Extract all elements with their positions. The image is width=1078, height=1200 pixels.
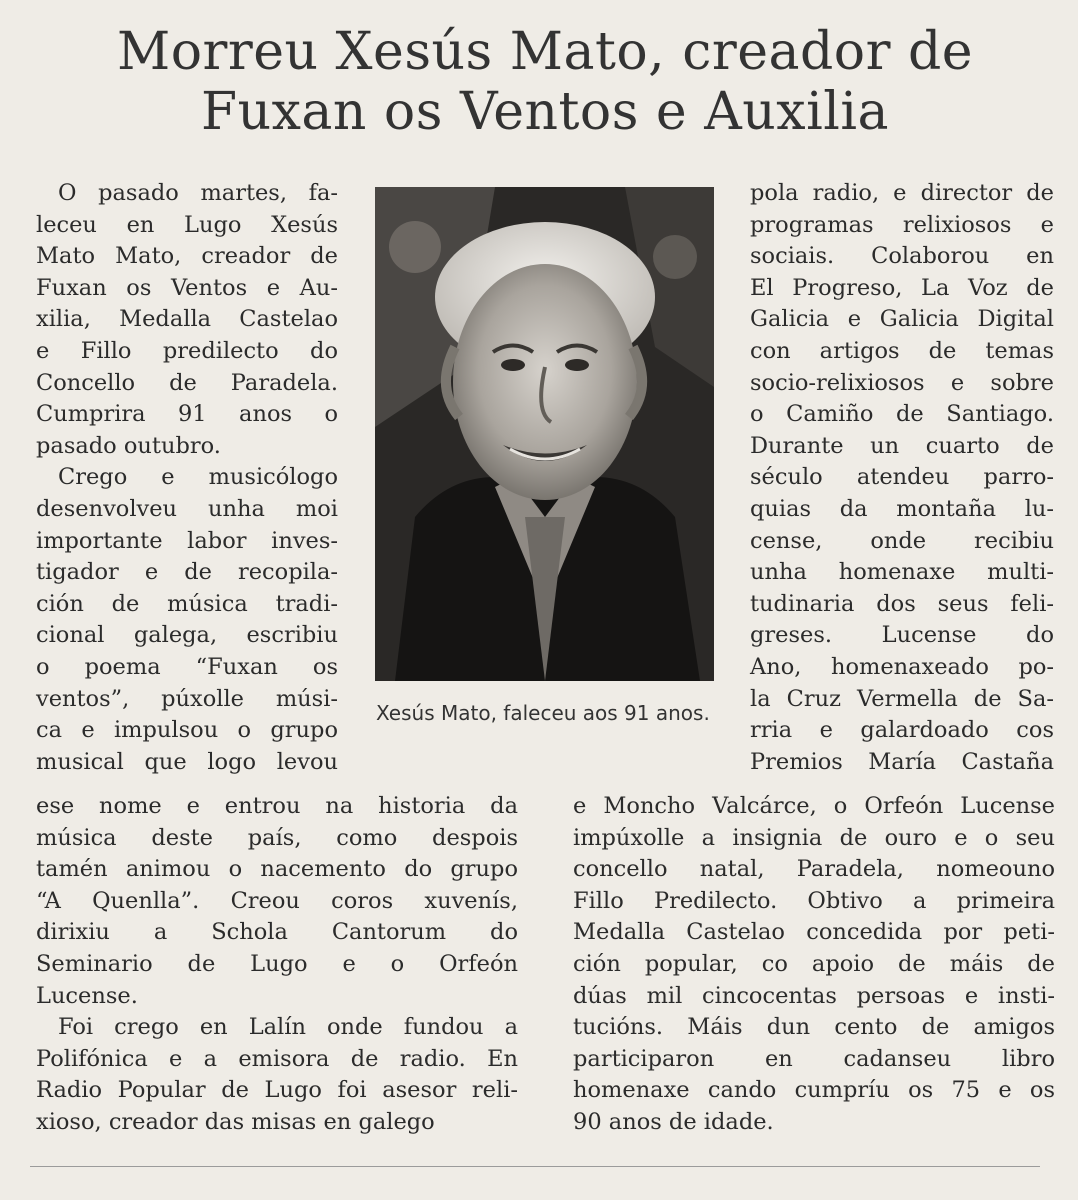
text-line: pola radio, e director de <box>750 180 1054 206</box>
text-line: cional galega, escribiu <box>36 622 338 649</box>
text-line: xilia, Medalla Castelao <box>36 306 338 333</box>
article-column-bottom-left <box>36 791 518 1139</box>
text-line: pasado outubro. <box>36 432 221 459</box>
text-line: unha homenaxe multi- <box>750 559 1054 586</box>
text-line: ventos”, púxolle músi- <box>36 685 338 712</box>
text-line: concello natal, Paradela, nomeouno <box>573 856 1055 883</box>
text-line: Ano, homenaxeado po- <box>750 653 1054 680</box>
text-line: 90 anos de idade. <box>573 1108 774 1135</box>
text-line: quias da montaña lu- <box>750 495 1054 522</box>
photo-caption: Xesús Mato, faleceu aos 91 anos. <box>376 701 710 725</box>
text-line: o Camiño de Santiago. <box>750 401 1054 428</box>
article-column-left <box>36 178 338 778</box>
text-line: O pasado martes, fa- <box>58 180 338 206</box>
text-line: cense, onde recibiu <box>750 527 1054 554</box>
text-line: ción popular, co apoio de máis de <box>573 950 1055 977</box>
text-line: importante labor inves- <box>36 527 338 554</box>
text-line: leceu en Lugo Xesús <box>36 211 338 238</box>
text-line: Fuxan os Ventos e Au- <box>36 274 338 301</box>
text-line: dúas mil cincocentas persoas e insti- <box>573 982 1055 1009</box>
headline-line-1: Morreu Xesús Mato, creador de <box>116 22 974 82</box>
text-line: o poema “Fuxan os <box>36 653 338 680</box>
text-line: Premios María Castaña <box>750 748 1054 775</box>
headline-line-2: Fuxan os Ventos e Auxilia <box>201 82 889 142</box>
text-line: musical que logo levou <box>36 748 338 775</box>
text-line: El Progreso, La Voz de <box>750 274 1054 301</box>
article-column-bottom-right <box>573 791 1055 1139</box>
article-column-right <box>750 178 1054 778</box>
text-line: desenvolveu unha moi <box>36 495 338 522</box>
text-line: Radio Popular de Lugo foi asesor reli- <box>36 1077 518 1104</box>
bottom-divider <box>30 1166 1040 1167</box>
text-line: século atendeu parro- <box>750 464 1054 491</box>
text-line: con artigos de temas <box>750 337 1054 364</box>
text-line: ción de música tradi- <box>36 590 338 617</box>
text-line: participaron en cadanseu libro <box>573 1045 1055 1072</box>
text-line: Polifónica e a emisora de radio. En <box>36 1045 518 1072</box>
text-line: Concello de Paradela. <box>36 369 338 396</box>
text-line: tudinaria dos seus feli- <box>750 590 1054 617</box>
portrait-photo-icon <box>375 187 714 681</box>
text-line: homenaxe cando cumpríu os 75 e os <box>573 1077 1055 1104</box>
article-headline <box>30 22 1060 142</box>
text-line: e Moncho Valcárce, o Orfeón Lucense <box>573 793 1055 819</box>
text-line: Medalla Castelao concedida por peti- <box>573 919 1055 946</box>
text-line: tucións. Máis dun cento de amigos <box>573 1014 1055 1041</box>
text-line: socio-relixiosos e sobre <box>750 369 1054 396</box>
portrait-photo <box>375 187 714 681</box>
text-line: greses. Lucense do <box>750 622 1054 649</box>
text-line: Lucense. <box>36 982 138 1009</box>
text-line: Galicia e Galicia Digital <box>750 306 1054 333</box>
text-line: Durante un cuarto de <box>750 432 1054 459</box>
text-line: programas relixiosos e <box>750 211 1054 238</box>
text-line: “A Quenlla”. Creou coros xuvenís, <box>36 887 518 914</box>
text-line: ca e impulsou o grupo <box>36 717 338 744</box>
text-line: Mato Mato, creador de <box>36 243 338 270</box>
text-line: impúxolle a insignia de ouro e o seu <box>573 824 1055 851</box>
text-line: dirixiu a Schola Cantorum do <box>36 919 518 946</box>
text-line: Fillo Predilecto. Obtivo a primeira <box>573 887 1055 914</box>
text-line: ese nome e entrou na historia da <box>36 793 518 819</box>
text-line: música deste país, como despois <box>36 824 518 851</box>
text-line: xioso, creador das misas en galego <box>36 1108 435 1135</box>
text-line: e Fillo predilecto do <box>36 337 338 364</box>
text-line: rria e galardoado cos <box>750 717 1054 744</box>
text-line: tigador e de recopila- <box>36 559 338 586</box>
text-line: Cumprira 91 anos o <box>36 401 338 428</box>
text-line: sociais. Colaborou en <box>750 243 1054 270</box>
text-line: Foi crego en Lalín onde fundou a <box>58 1014 518 1041</box>
text-line: Seminario de Lugo e o Orfeón <box>36 950 518 977</box>
text-line: tamén animou o nacemento do grupo <box>36 856 518 883</box>
text-line: Crego e musicólogo <box>58 464 338 491</box>
text-line: la Cruz Vermella de Sa- <box>750 685 1054 712</box>
